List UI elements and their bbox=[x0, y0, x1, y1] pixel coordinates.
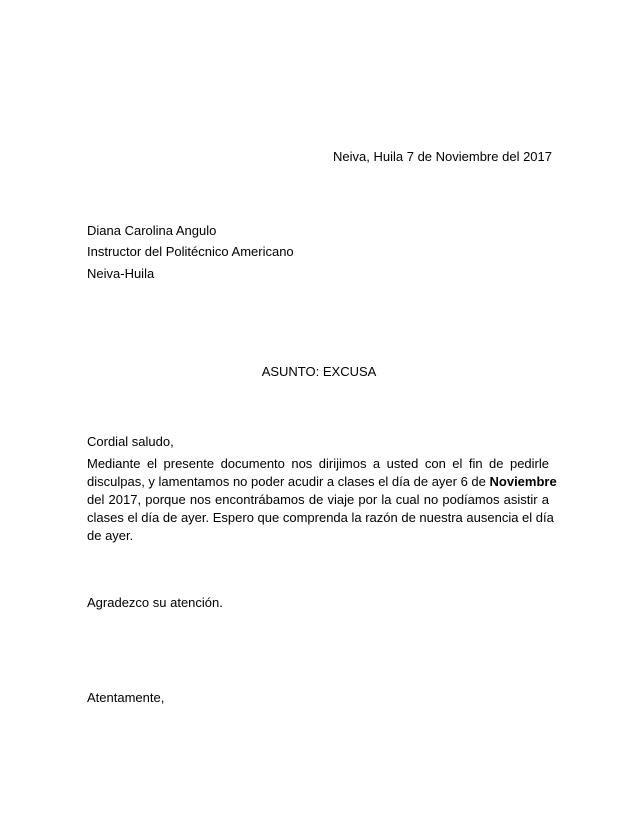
subject-line: ASUNTO: EXCUSA bbox=[261, 364, 377, 379]
thanks-line: Agradezco su atención. bbox=[87, 595, 223, 610]
body-line-2-text: disculpas, y lamentamos no poder acudir a clases el día de ayer 6 de bbox=[87, 474, 490, 489]
recipient-title: Instructor del Politécnico Americano bbox=[87, 244, 294, 259]
body-line-5: de ayer. bbox=[87, 528, 134, 543]
recipient-city: Neiva-Huila bbox=[87, 266, 155, 281]
date-line: Neiva, Huila 7 de Noviembre del 2017 bbox=[333, 149, 552, 164]
greeting: Cordial saludo, bbox=[87, 434, 174, 449]
body-line-4: clases el día de ayer. Espero que comprenda la razón de nuestra ausencia el día bbox=[87, 510, 554, 525]
body-bold-month: Noviembre bbox=[489, 474, 557, 489]
closing-line: Atentamente, bbox=[87, 690, 165, 705]
body-line-3: del 2017, porque nos encontrábamos de viaje por la cual no podíamos asistir a bbox=[87, 492, 549, 507]
body-paragraph bbox=[87, 455, 557, 545]
body-line-2 bbox=[87, 473, 557, 491]
recipient-name: Diana Carolina Angulo bbox=[87, 223, 217, 238]
body-line-1: Mediante el presente documento nos dirijimos a usted con el fin de pedirle bbox=[87, 456, 549, 471]
